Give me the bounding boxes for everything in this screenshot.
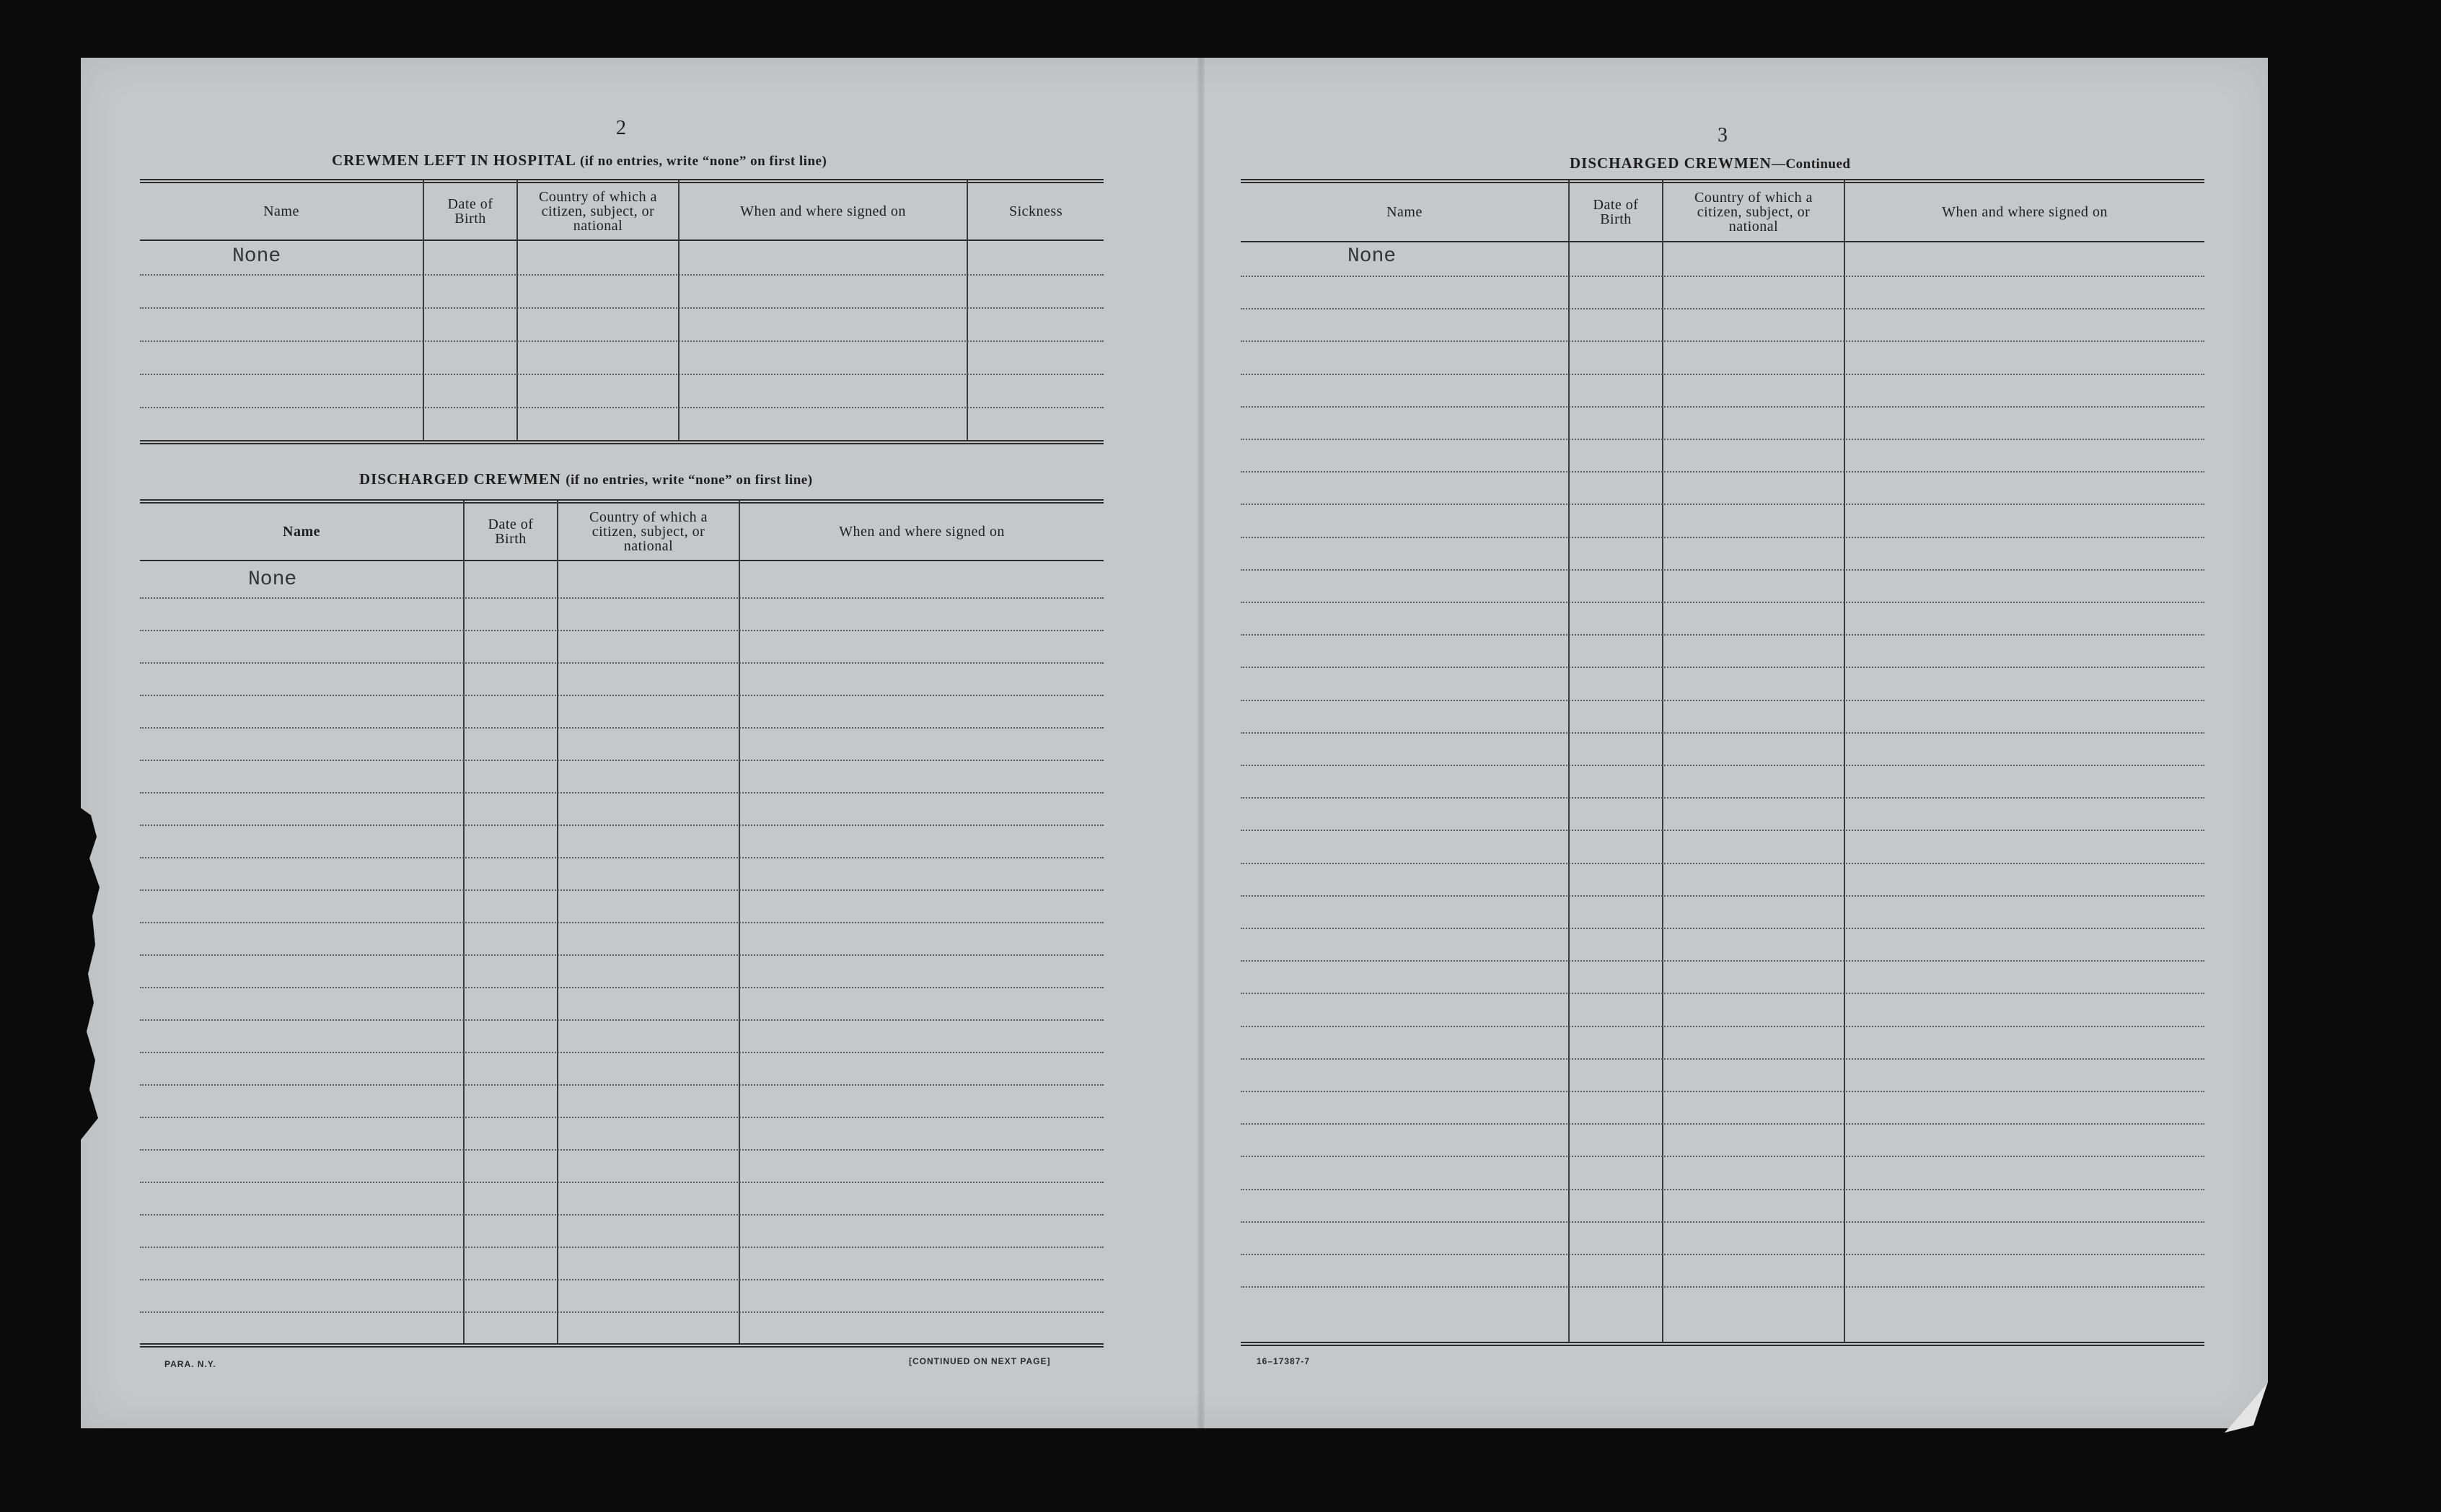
entry-line xyxy=(140,307,1104,309)
hospital-title: CREWMEN LEFT IN HOSPITAL xyxy=(332,151,576,169)
entry-line xyxy=(1241,732,2204,734)
entry-line xyxy=(1241,993,2204,994)
entry-line xyxy=(140,1084,1104,1086)
discharged-table-header xyxy=(140,504,1104,561)
entry-line xyxy=(1241,765,2204,766)
col-date-of-birth-label: Date of Birth xyxy=(447,196,493,227)
page-number-right: 3 xyxy=(1718,124,1728,146)
entry-line xyxy=(1241,1026,2204,1027)
entry-line xyxy=(1241,634,2204,636)
printer-mark: PARA. N.Y. xyxy=(164,1359,216,1369)
col-country-label: Country of which a citizen, subject, or national xyxy=(539,189,657,234)
entry-line xyxy=(1241,1189,2204,1190)
entry-line xyxy=(140,407,1104,408)
entry-line xyxy=(140,1149,1104,1151)
column-rule xyxy=(967,180,968,440)
entry-line xyxy=(140,1052,1104,1053)
entry-line xyxy=(1241,504,2204,505)
col-name: Name xyxy=(1386,204,1422,220)
entry-line xyxy=(140,987,1104,988)
entry-line xyxy=(1241,1058,2204,1060)
entry-line xyxy=(140,760,1104,761)
hospital-table-header xyxy=(140,183,1104,241)
entry-line xyxy=(140,695,1104,696)
entry-line xyxy=(1241,340,2204,342)
entry-line xyxy=(1241,276,2204,277)
discharged-first-entry: None xyxy=(248,568,297,591)
right-first-entry: None xyxy=(1347,245,1397,268)
entry-line xyxy=(140,662,1104,664)
entry-line xyxy=(140,1311,1104,1313)
col-country-label: Country of which a citizen, subject, or national xyxy=(589,509,708,554)
hospital-first-entry: None xyxy=(232,245,281,268)
col-signed-on: When and where signed on xyxy=(839,524,1005,540)
entry-line xyxy=(1241,406,2204,408)
entry-line xyxy=(1241,960,2204,962)
entry-line xyxy=(140,1247,1104,1248)
entry-line xyxy=(1241,863,2204,864)
entry-line xyxy=(1241,1156,2204,1157)
column-rule xyxy=(1568,180,1570,1342)
entry-line xyxy=(1241,1286,2204,1288)
entry-line xyxy=(1241,471,2204,472)
col-name: Name xyxy=(283,524,320,540)
entry-line xyxy=(140,1214,1104,1216)
entry-line xyxy=(1241,1091,2204,1092)
col-date-of-birth xyxy=(1570,183,1662,241)
col-country xyxy=(1663,183,1844,241)
column-rule xyxy=(516,180,518,440)
continued-label: —Continued xyxy=(1771,157,1851,172)
entry-line xyxy=(1241,602,2204,603)
page-fold xyxy=(1197,58,1205,1428)
entry-line xyxy=(140,792,1104,794)
entry-line xyxy=(140,1279,1104,1280)
torn-edge xyxy=(81,808,110,1140)
hospital-note: (if no entries, write “none” on first line) xyxy=(579,154,827,169)
page-number-left: 2 xyxy=(616,117,626,139)
discharged-continued-table xyxy=(1241,179,2204,1353)
entry-line xyxy=(140,825,1104,826)
col-signed-on: When and where signed on xyxy=(740,203,906,219)
entry-line xyxy=(1241,700,2204,701)
column-rule xyxy=(1662,180,1663,1342)
entry-line xyxy=(1241,569,2204,571)
discharged-table xyxy=(140,499,1104,1355)
col-country-label: Country of which a citizen, subject, or national xyxy=(1694,190,1813,234)
form-number: 16–17387-7 xyxy=(1257,1356,1311,1366)
discharged-title: DISCHARGED CREWMEN xyxy=(359,470,561,488)
entry-line xyxy=(140,889,1104,891)
entry-line xyxy=(1241,1123,2204,1125)
table-bottom-rule xyxy=(140,1343,1104,1348)
col-country xyxy=(518,183,678,239)
discharged-continued-title: DISCHARGED CREWMEN xyxy=(1570,154,1772,172)
table-bottom-rule xyxy=(1241,1342,2204,1346)
column-rule xyxy=(423,180,424,440)
entry-line xyxy=(140,922,1104,923)
column-rule xyxy=(678,180,679,440)
entry-line xyxy=(140,630,1104,631)
entry-line xyxy=(140,954,1104,956)
entry-line xyxy=(140,1019,1104,1021)
entry-line xyxy=(1241,308,2204,309)
table-bottom-rule xyxy=(140,440,1104,444)
col-date-of-birth xyxy=(424,183,516,239)
discharged-heading xyxy=(359,470,813,488)
discharged-note: (if no entries, write “none” on first line) xyxy=(566,472,813,488)
entry-line xyxy=(1241,374,2204,375)
entry-line xyxy=(1241,1221,2204,1223)
hospital-table xyxy=(140,179,1104,452)
entry-line xyxy=(1241,439,2204,440)
discharged-continued-table-header xyxy=(1241,183,2204,242)
entry-line xyxy=(1241,537,2204,538)
entry-line xyxy=(1241,1254,2204,1255)
entry-line xyxy=(140,274,1104,276)
entry-line xyxy=(140,374,1104,375)
entry-line xyxy=(1241,797,2204,799)
entry-line xyxy=(140,597,1104,599)
column-rule xyxy=(1844,180,1845,1342)
entry-line xyxy=(1241,830,2204,831)
hospital-heading xyxy=(332,151,827,170)
entry-line xyxy=(1241,667,2204,668)
col-date-of-birth xyxy=(465,504,557,560)
entry-line xyxy=(140,1182,1104,1183)
discharged-continued-heading xyxy=(1570,154,1850,172)
col-sickness: Sickness xyxy=(1009,203,1063,219)
col-signed-on: When and where signed on xyxy=(1942,204,2108,220)
entry-line xyxy=(140,1117,1104,1118)
col-date-of-birth-label: Date of Birth xyxy=(1593,197,1639,227)
entry-line xyxy=(140,727,1104,729)
dog-ear-corner xyxy=(2225,1382,2268,1433)
entry-line xyxy=(140,340,1104,342)
col-name: Name xyxy=(263,203,299,219)
col-date-of-birth-label: Date of Birth xyxy=(488,517,534,547)
col-country xyxy=(558,504,739,560)
continued-note: [CONTINUED ON NEXT PAGE] xyxy=(909,1356,1051,1366)
entry-line xyxy=(1241,895,2204,897)
entry-line xyxy=(140,857,1104,858)
form-sheet xyxy=(81,58,2268,1428)
entry-line xyxy=(1241,928,2204,929)
